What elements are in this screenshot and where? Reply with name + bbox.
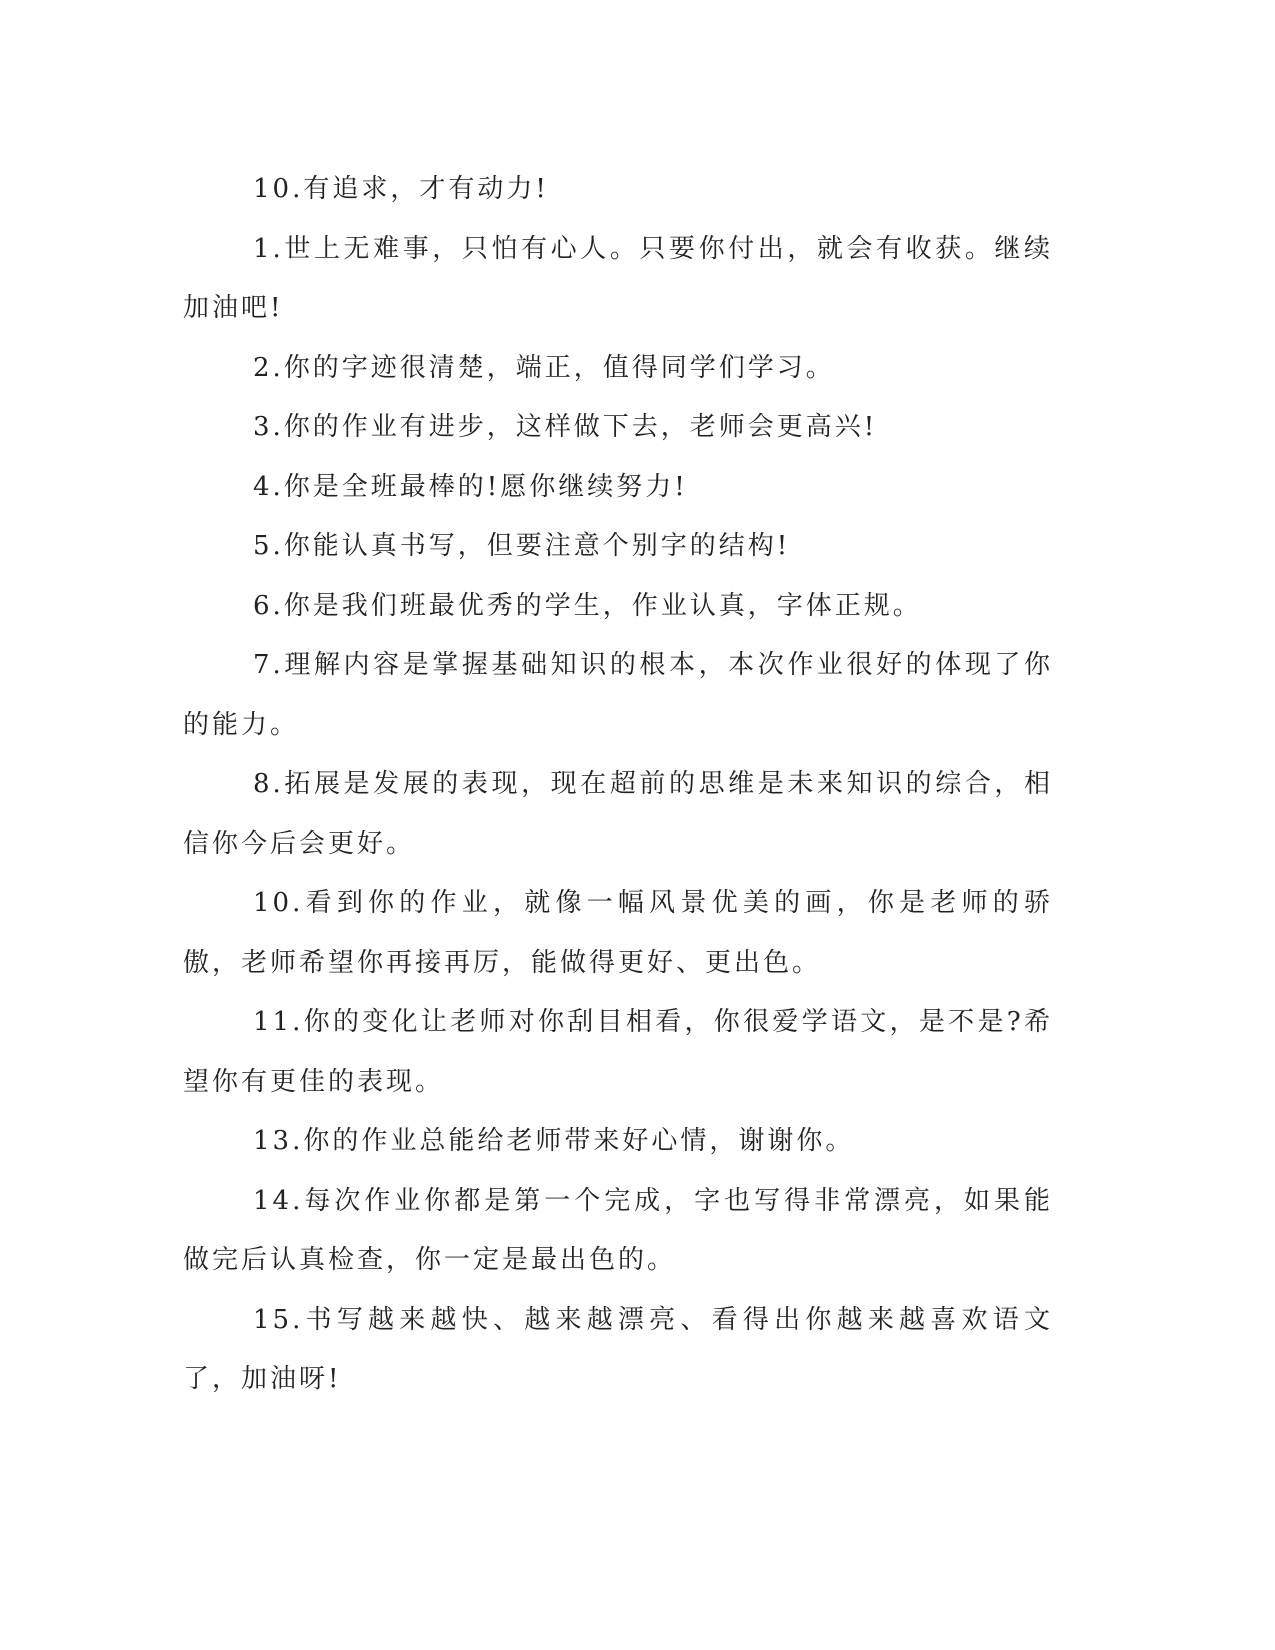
- paragraph-6: 5.你能认真书写，但要注意个别字的结构!: [253, 531, 791, 561]
- document-body: [183, 160, 1053, 1410]
- paragraph-11: 11.你的变化让老师对你刮目相看，你很爱学语文，是不是?希望你有更佳的表现。: [183, 1007, 1053, 1097]
- paragraph-2: 1.世上无难事，只怕有心人。只要你付出，就会有收获。继续加油吧!: [183, 233, 1053, 323]
- paragraph-7: 6.你是我们班最优秀的学生，作业认真，字体正规。: [253, 590, 922, 621]
- paragraph-14: 15.书写越来越快、越来越漂亮、看得出你越来越喜欢语文了，加油呀!: [183, 1304, 1053, 1394]
- paragraph-10: 10.看到你的作业，就像一幅风景优美的画，你是老师的骄傲，老师希望你再接再厉，能做得更好、更出色。: [183, 888, 1053, 978]
- paragraph-5: 4.你是全班最棒的!愿你继续努力!: [253, 471, 688, 502]
- paragraph-1: 10.有追求，才有动力!: [253, 174, 549, 204]
- paragraph-8: 7.理解内容是掌握基础知识的根本，本次作业很好的体现了你的能力。: [183, 650, 1053, 740]
- paragraph-12: 13.你的作业总能给老师带来好心情，谢谢你。: [253, 1126, 855, 1156]
- paragraph-3: 2.你的字迹很清楚，端正，值得同学们学习。: [253, 352, 835, 383]
- paragraph-4: 3.你的作业有进步，这样做下去，老师会更高兴!: [253, 412, 878, 442]
- paragraph-13: 14.每次作业你都是第一个完成，字也写得非常漂亮，如果能做完后认真检查，你一定是最出色的。: [183, 1185, 1053, 1275]
- paragraph-9: 8.拓展是发展的表现，现在超前的思维是未来知识的综合，相信你今后会更好。: [183, 769, 1053, 859]
